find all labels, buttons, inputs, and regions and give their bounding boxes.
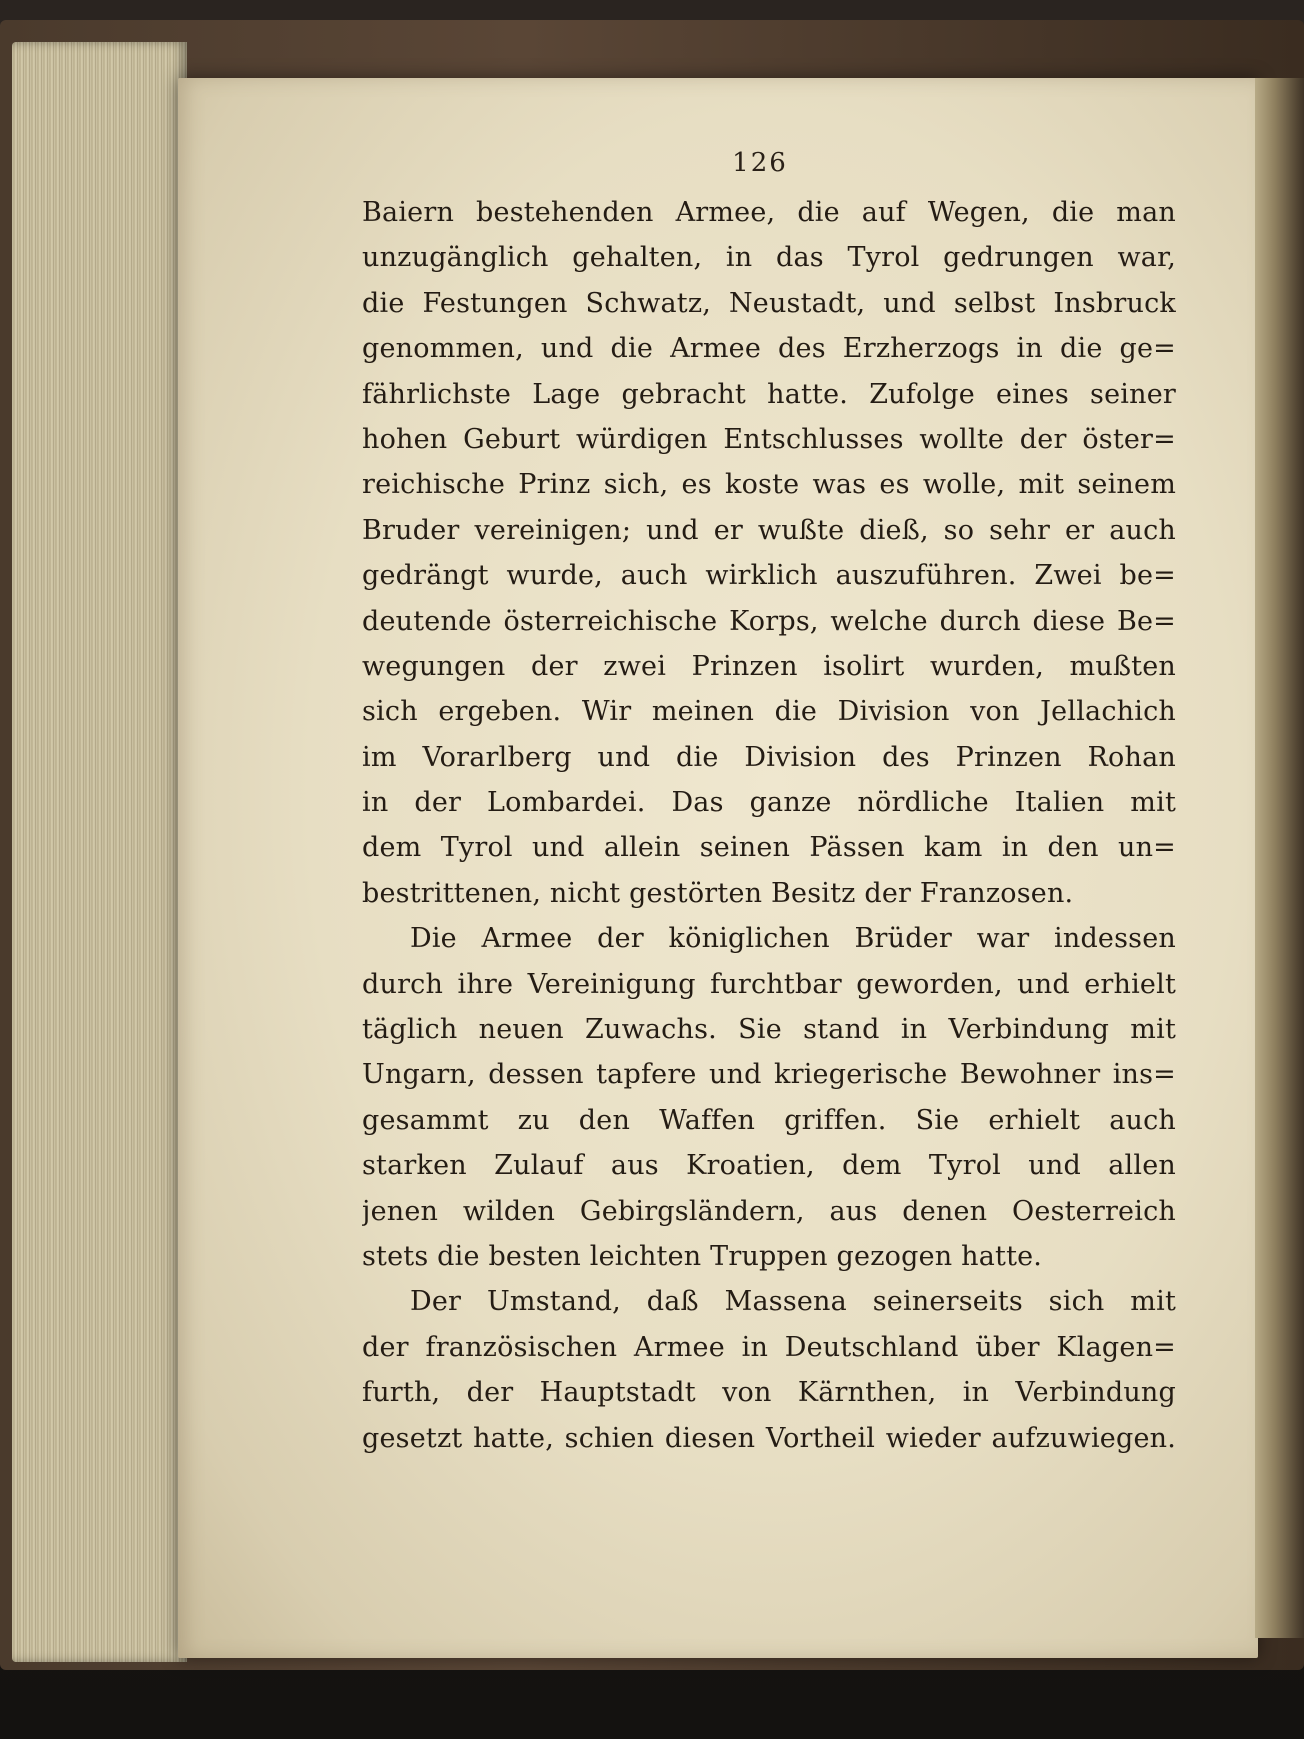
paragraph-1 [362,190,1176,916]
text-line: hohen Geburt würdigen Entschlusses wollte der öster= [362,423,1176,455]
text-line: gesammt zu den Waffen griffen. Sie erhielt auch [362,1104,1176,1136]
text-line: die Festungen Schwatz, Neustadt, und selbst Insbruck [362,287,1176,319]
page-stack-edge [12,42,187,1662]
text-line: fährlichste Lage gebracht hatte. Zufolge eines seiner [362,378,1176,410]
paragraph-3 [362,1279,1176,1461]
text-line: jenen wilden Gebirgsländern, aus denen Oesterreich [362,1195,1176,1227]
text-line: reichische Prinz sich, es koste was es wolle, mit seinem [362,469,1176,501]
text-line: deutende österreichische Korps, welche durch diese Be= [362,605,1176,637]
text-line: wegungen der zwei Prinzen isolirt wurden, mußten [362,650,1176,682]
text-line: im Vorarlberg und die Division des Prinzen Rohan [362,741,1176,773]
text-line: durch ihre Vereinigung furchtbar geworden, und erhielt [362,968,1176,1000]
text-line: furth, der Hauptstadt von Kärnthen, in Verbindung [362,1377,1176,1409]
text-line: Baiern bestehenden Armee, die auf Wegen, die man [362,197,1176,228]
text-line: unzugänglich gehalten, in das Tyrol gedrungen war, [362,242,1176,274]
page-number: 126 [732,148,788,178]
text-line: der französischen Armee in Deutschland über Klagen= [362,1331,1176,1363]
page-gutter [1255,78,1304,1638]
text-line: gedrängt wurde, auch wirklich auszuführen. Zwei be= [362,560,1176,592]
text-line: Der Umstand, daß Massena seinerseits sich mit [410,1286,1176,1318]
text-line: stets die besten leichten Truppen gezogen hatte. [362,1240,1043,1272]
body-text [362,190,1176,1461]
text-line: täglich neuen Zuwachs. Sie stand in Verbindung mit [362,1014,1176,1046]
text-line: starken Zulauf aus Kroatien, dem Tyrol und allen [362,1150,1176,1182]
text-line: gesetzt hatte, schien diesen Vortheil wieder aufzuwiegen. [362,1422,1176,1454]
text-line: bestrittenen, nicht gestörten Besitz der Franzosen. [362,877,1074,909]
paragraph-2 [362,916,1176,1279]
text-line: genommen, und die Armee des Erzherzogs in die ge= [362,333,1176,365]
text-line: Bruder vereinigen; und er wußte dieß, so sehr er auch [362,514,1176,546]
text-line: Die Armee der königlichen Brüder war indessen [410,923,1176,955]
text-line: Ungarn, dessen tapfere und kriegerische Bewohner ins= [362,1059,1176,1091]
text-line: sich ergeben. Wir meinen die Division von Jellachich [362,696,1176,728]
text-line: dem Tyrol und allein seinen Pässen kam in den un= [362,832,1176,864]
text-line: in der Lombardei. Das ganze nördliche Italien mit [362,787,1176,819]
